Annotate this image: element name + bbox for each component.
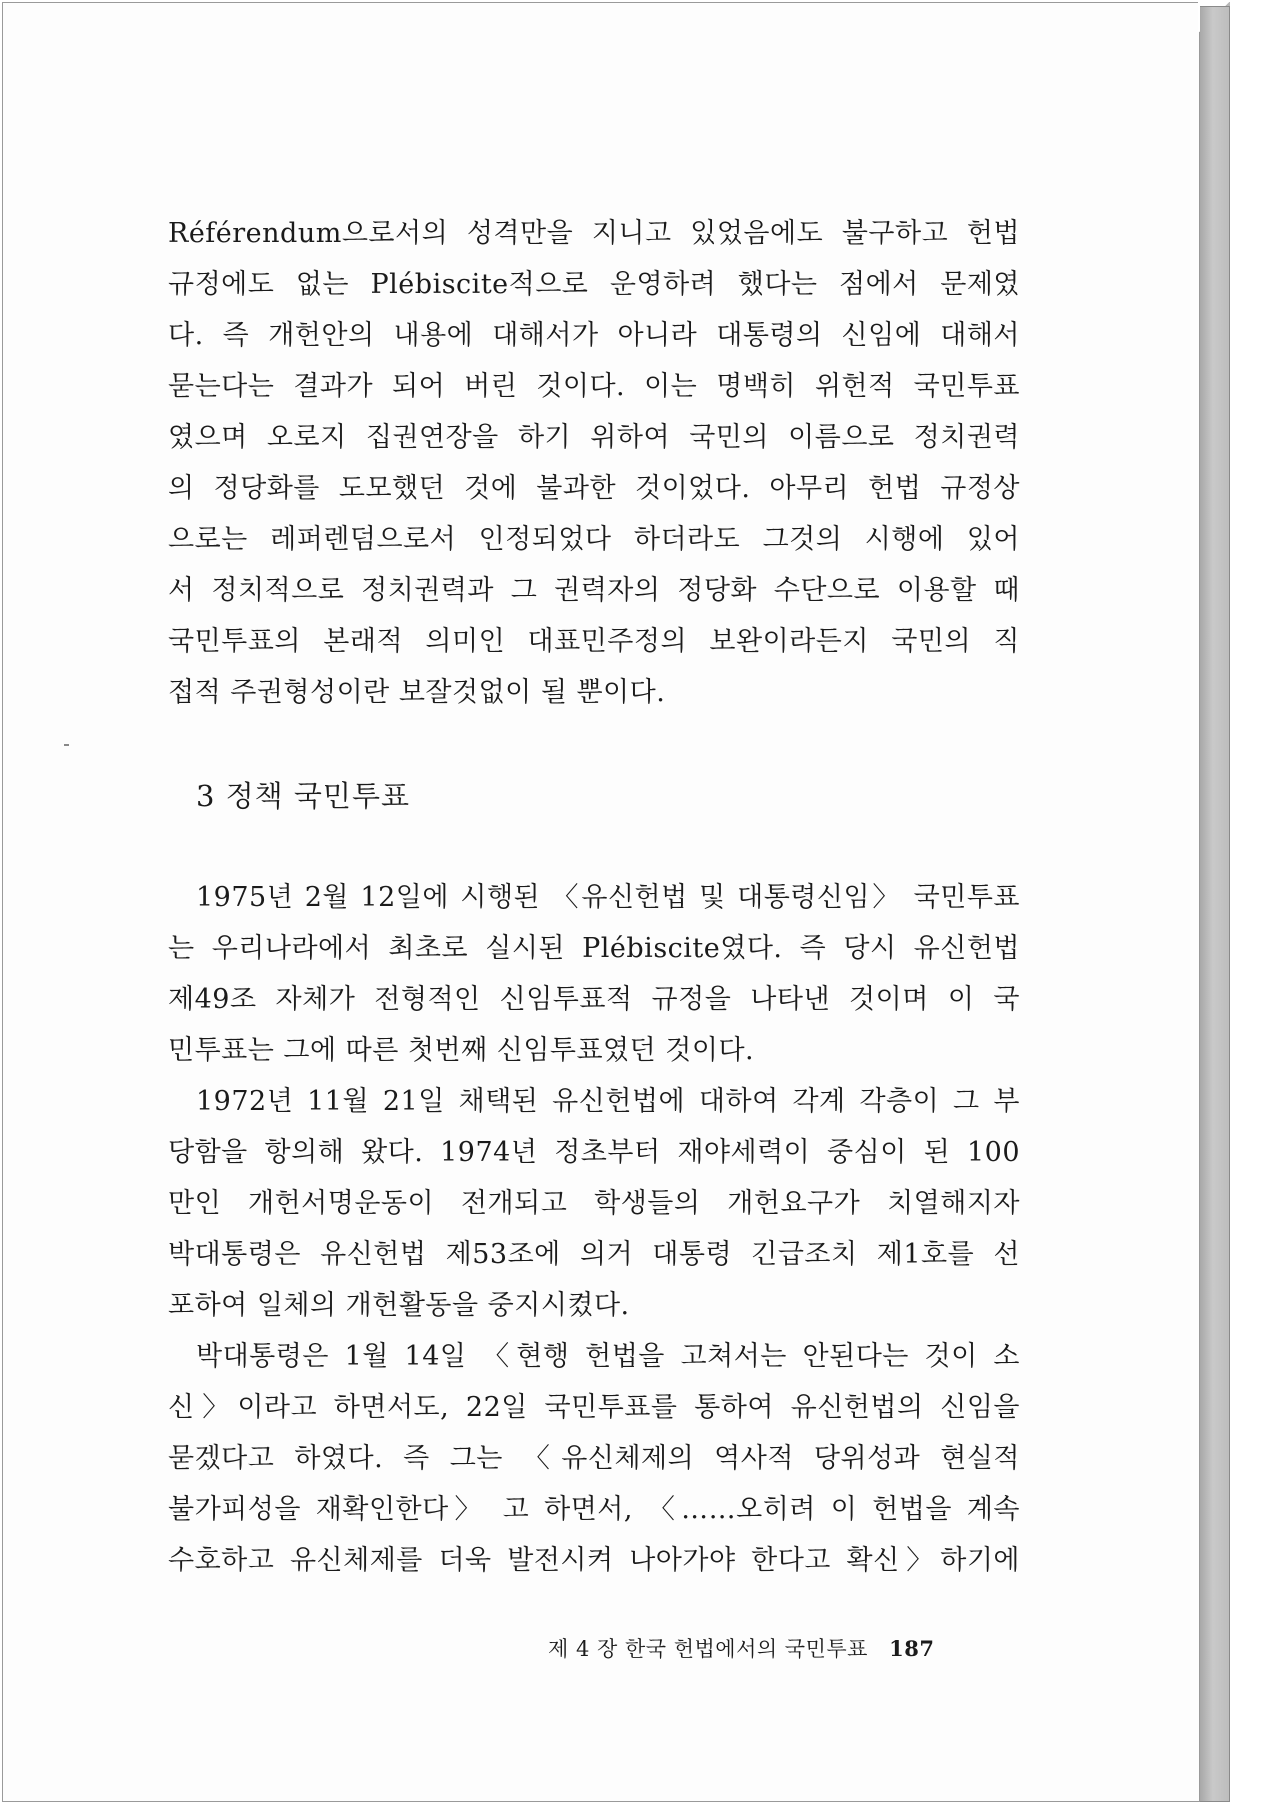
text-line: 포하여 일체의 개헌활동을 중지시켰다.: [168, 1290, 630, 1321]
section-heading: 3 정책 국민투표: [196, 779, 410, 813]
paragraph-4: [168, 1331, 1020, 1586]
paragraph-1: [168, 208, 1020, 718]
text-line: 다. 즉 개헌안의 내용에 대해서가 아니라 대통령의 신임에 대해서: [168, 320, 1020, 351]
text-line: Référendum으로서의 성격만을 지니고 있었음에도 불구하고 헌법: [168, 218, 1020, 249]
text-line: 묻는다는 결과가 되어 버린 것이다. 이는 명백히 위헌적 국민투표: [168, 371, 1020, 402]
page-stack-edge: [1200, 6, 1230, 1802]
text-line: 박대통령은 1월 14일 〈현행 헌법을 고쳐서는 안된다는 것이 소: [196, 1341, 1020, 1372]
text-line: 국민투표의 본래적 의미인 대표민주정의 보완이라든지 국민의 직: [168, 626, 1020, 657]
paragraph-2: [168, 872, 1020, 1076]
running-footer: [548, 1634, 935, 1664]
text-line: 제49조 자체가 전형적인 신임투표적 규정을 나타낸 것이며 이 국: [168, 984, 1020, 1015]
text-line: 의 정당화를 도모했던 것에 불과한 것이었다. 아무리 헌법 규정상: [168, 473, 1020, 504]
text-line: 1975년 2월 12일에 시행된 〈유신헌법 및 대통령신임〉 국민투표: [196, 882, 1020, 913]
paragraph-3: [168, 1076, 1020, 1331]
text-line: 서 정치적으로 정치권력과 그 권력자의 정당화 수단으로 이용할 때: [168, 575, 1020, 606]
text-line: 묻겠다고 하였다. 즉 그는 〈유신체제의 역사적 당위성과 현실적: [168, 1443, 1020, 1474]
page-number: 187: [889, 1636, 935, 1661]
text-line: 는 우리나라에서 최초로 실시된 Plébiscite였다. 즉 당시 유신헌법: [168, 933, 1020, 964]
text-line: 수호하고 유신체제를 더욱 발전시켜 나아가야 한다고 확신〉하기에: [168, 1545, 1020, 1576]
text-line: 박대통령은 유신헌법 제53조에 의거 대통령 긴급조치 제1호를 선: [168, 1239, 1020, 1270]
text-line: 만인 개헌서명운동이 전개되고 학생들의 개헌요구가 치열해지자: [168, 1188, 1020, 1219]
text-line: 으로는 레퍼렌덤으로서 인정되었다 하더라도 그것의 시행에 있어: [168, 524, 1020, 555]
text-line: 1972년 11월 21일 채택된 유신헌법에 대하여 각계 각층이 그 부: [196, 1086, 1020, 1117]
text-line: 였으며 오로지 집권연장을 하기 위하여 국민의 이름으로 정치권력: [168, 422, 1020, 453]
chapter-title: 제 4 장 한국 헌법에서의 국민투표: [548, 1637, 868, 1661]
text-line: 접적 주권형성이란 보잘것없이 될 뿐이다.: [168, 677, 666, 708]
text-line: 불가피성을 재확인한다〉 고 하면서, 〈……오히려 이 헌법을 계속: [168, 1494, 1020, 1525]
text-line: 신〉이라고 하면서도, 22일 국민투표를 통하여 유신헌법의 신임을: [168, 1392, 1020, 1423]
text-line: 민투표는 그에 따른 첫번째 신임투표였던 것이다.: [168, 1035, 755, 1066]
text-line: 규정에도 없는 Plébiscite적으로 운영하려 했다는 점에서 문제였: [168, 269, 1020, 300]
scan-speck: [64, 744, 69, 746]
text-line: 당함을 항의해 왔다. 1974년 정초부터 재야세력이 중심이 된 100: [168, 1137, 1020, 1168]
